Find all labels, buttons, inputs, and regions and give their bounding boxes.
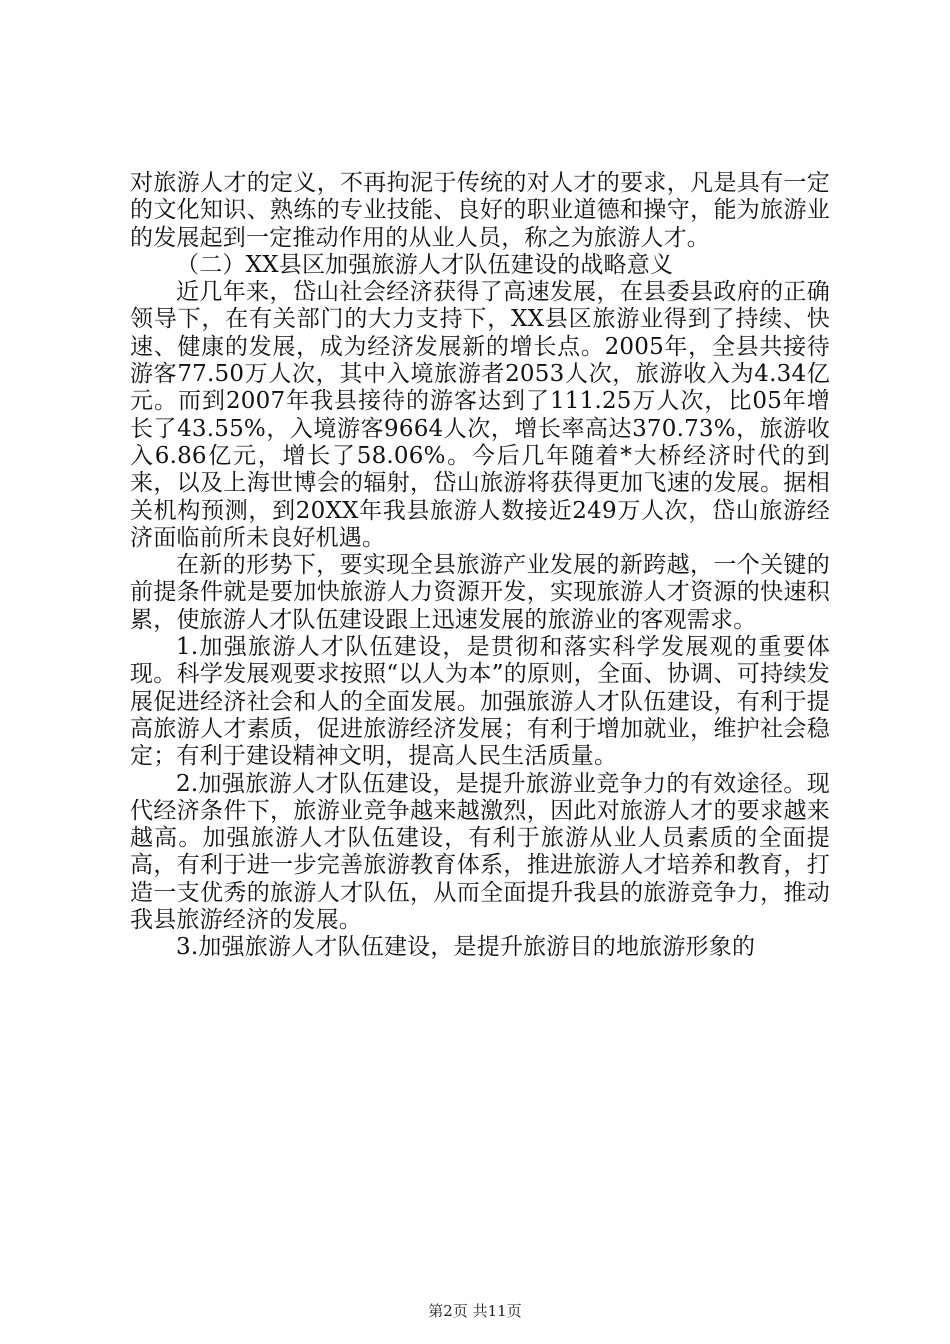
paragraph-talent-definition: 对旅游人才的定义，不再拘泥于传统的对人才的要求，凡是具有一定的文化知识、熟练的专业技能、良好的职业道德和操守，能为旅游业的发展起到一定推动作用的从业人员，称之为旅游人才。 bbox=[130, 170, 830, 251]
section-heading: （二）XX县区加强旅游人才队伍建设的战略意义 bbox=[176, 251, 674, 278]
paragraph-point-2: 2.加强旅游人才队伍建设，是提升旅游业竞争力的有效途径。现代经济条件下，旅游业竞争越来越激烈，因此对旅游人才的要求越来越高。加强旅游人才队伍建设，有利于旅游从业人员素质的全面提高，有利于进一步完善旅游教育体系，推进旅游人才培养和教育，打造一支优秀的旅游人才队伍，从而全面提升我县的旅游竞争力，推动我县旅游经济的发展。 bbox=[130, 770, 830, 934]
paragraph-new-situation: 在新的形势下，要实现全县旅游产业发展的新跨越，一个关键的前提条件就是要加快旅游人力资源开发，实现旅游人才资源的快速积累，使旅游人才队伍建设跟上迅速发展的旅游业的客观需求。 bbox=[130, 552, 830, 633]
paragraph-point-1: 1.加强旅游人才队伍建设，是贯彻和落实科学发展观的重要体现。科学发展观要求按照“以人为本”的原则，全面、协调、可持续发展促进经济社会和人的全面发展。加强旅游人才队伍建设，有利于提高旅游人才素质，促进旅游经济发展；有利于增加就业，维护社会稳定；有利于建设精神文明，提高人民生活质量。 bbox=[130, 634, 830, 770]
paragraph-point-3: 3.加强旅游人才队伍建设，是提升旅游目的地旅游形象的 bbox=[176, 934, 756, 961]
page-footer: 第2页 共11页 bbox=[428, 1302, 522, 1320]
paragraph-tourism-growth: 近几年来，岱山社会经济获得了高速发展，在县委县政府的正确领导下，在有关部门的大力支持下，XX县区旅游业得到了持续、快速、健康的发展，成为经济发展新的增长点。2005年，全县共接待游客77.50万人次，其中入境旅游者2053人次，旅游收入为4.34亿元。而到2007年我县接待的游客达到了111.25万人次，比05年增长了43.55%，入境游客9664人次，增长率高达370.73%，旅游收入6.86亿元，增长了58.06%。今后几年随着*大桥经济时代的到来，以及上海世博会的辐射，岱山旅游将获得更加飞速的发展。据相关机构预测，到20XX年我县旅游人数接近249万人次，岱山旅游经济面临前所未良好机遇。 bbox=[130, 279, 830, 551]
document-body bbox=[130, 170, 830, 962]
